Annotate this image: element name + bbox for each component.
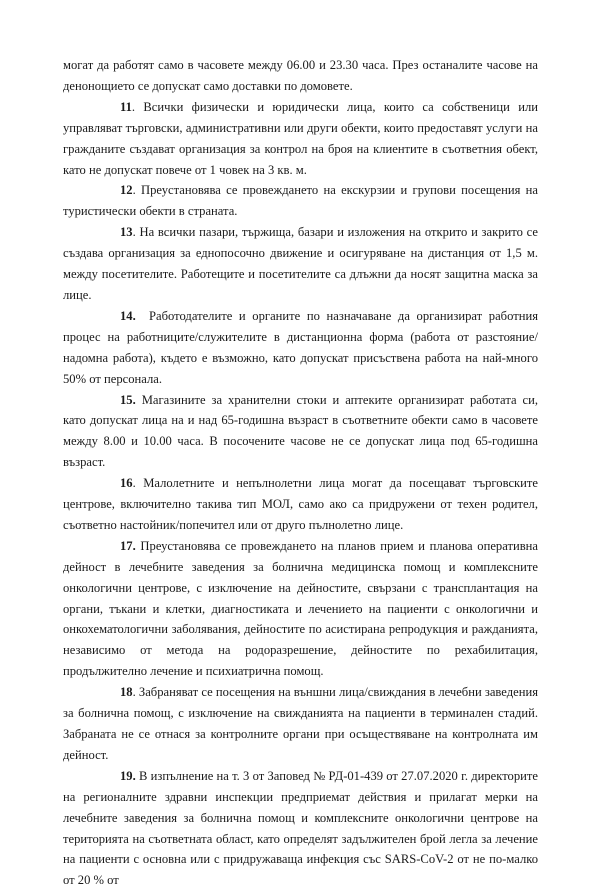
paragraph-19: [63, 766, 538, 891]
paragraph-number: 12: [120, 183, 133, 198]
paragraph-text: Магазините за хранителни стоки и аптеките организират работата си, като допускат лица на и над 65-годишна възраст в съответните обекти само в часовете между 8.00 и 10.00 часа. В посочените часове не се допускат лица под 65-годишна възраст.: [63, 392, 538, 470]
paragraph-text: На всички пазари, тържища, базари и изложения на открито и закрито се създава организация за еднопосочно движение и осигуряване на дистанция от 1,5 м. между посетителите. Работещите и посетителите са длъжни да носят защитна маска за лице.: [63, 225, 538, 302]
paragraph-sep: .: [132, 225, 140, 240]
paragraph-text: В изпълнение на т. 3 от Заповед № РД-01-439 от 27.07.2020 г. директорите на регионалните здравни инспекции предприемат действия и прилагат мерки на лечебните заведения за болнична помощ и комплексните онкологични центрове на територията на съответната област, като определят задължителен брой легла за лечение на пациенти с основна или с придружаваща инфекция със SARS-CoV-2 от не по-малко от 20 % от: [63, 768, 538, 888]
paragraph-number: 18: [120, 685, 133, 700]
paragraph-sep: .: [132, 685, 139, 700]
paragraph-number: 13: [120, 225, 133, 240]
paragraph-number: 19.: [120, 768, 136, 783]
paragraph-text: Всички физически и юридически лица, които са собственици или управляват търговски, административни или други обекти, които предоставят услуги на гражданите създават организация за контрол на броя на клиентите в съответния обект, като не допускат повече от 1 човек на 3 кв. м.: [63, 99, 538, 177]
paragraph-text: Преустановява се провеждането на планов прием и планова оперативна дейност в лечебните заведения за болнична медицинска помощ и комплексните онкологични центрове, с изключение на дейностите, свързани с трансплантация на органи, тъкани и клетки, диагностиката и лечението на пациенти с онкологични и онкохематологични заболявания, дейностите по асистирана репродукция и ражданията, независимо от метода на родоразрешение, дейностите по рехабилитация, продължително лечение и психиатрична помощ.: [63, 538, 538, 679]
paragraph-14: [63, 306, 538, 390]
paragraph-sep: .: [132, 183, 142, 198]
paragraph-number: 16: [120, 476, 133, 491]
paragraph-18: [63, 682, 538, 766]
document-page: [63, 55, 538, 891]
paragraph-number: 15.: [120, 392, 136, 407]
paragraph-11: [63, 97, 538, 181]
paragraph-text: могат да работят само в часовете между 06.00 и 23.30 часа. През останалите часове на денонощието се допускат само доставки по домовете.: [63, 58, 538, 93]
paragraph-number: 11: [120, 99, 132, 114]
paragraph-16: [63, 473, 538, 536]
paragraph-number: 14.: [120, 308, 136, 323]
paragraph-text: Работодателите и органите по назначаване да организират работния процес на работниците/служителите в дистанционна форма (работа от разстояние/надомна работа), където е възможно, като допускат присъствена работа на най-много 50% от персонала.: [63, 308, 538, 386]
paragraph-sep: .: [131, 99, 144, 114]
paragraph-number: 17.: [120, 538, 136, 553]
paragraph-sep: [136, 309, 149, 323]
paragraph-sep: .: [132, 476, 144, 491]
paragraph-continuation: [63, 55, 538, 97]
paragraph-13: [63, 222, 538, 306]
paragraph-text: Забраняват се посещения на външни лица/свиждания в лечебни заведения за болнична помощ, с изключение на свижданията на пациенти в терминален стадий. Забраната не се отнася за контролните органи при осъществяване на контролната им дейност.: [63, 685, 538, 762]
paragraph-text: Малолетните и непълнолетни лица могат да посещават търговските центрове, включително такива тип МОЛ, само ако са придружени от техен родител, съответно настойник/попечител или от друго пълнолетно лице.: [63, 476, 538, 532]
paragraph-text: Преустановява се провеждането на екскурзии и групови посещения на туристически обекти в страната.: [63, 183, 538, 219]
paragraph-12: [63, 180, 538, 222]
paragraph-17: [63, 536, 538, 682]
paragraph-15: [63, 390, 538, 474]
